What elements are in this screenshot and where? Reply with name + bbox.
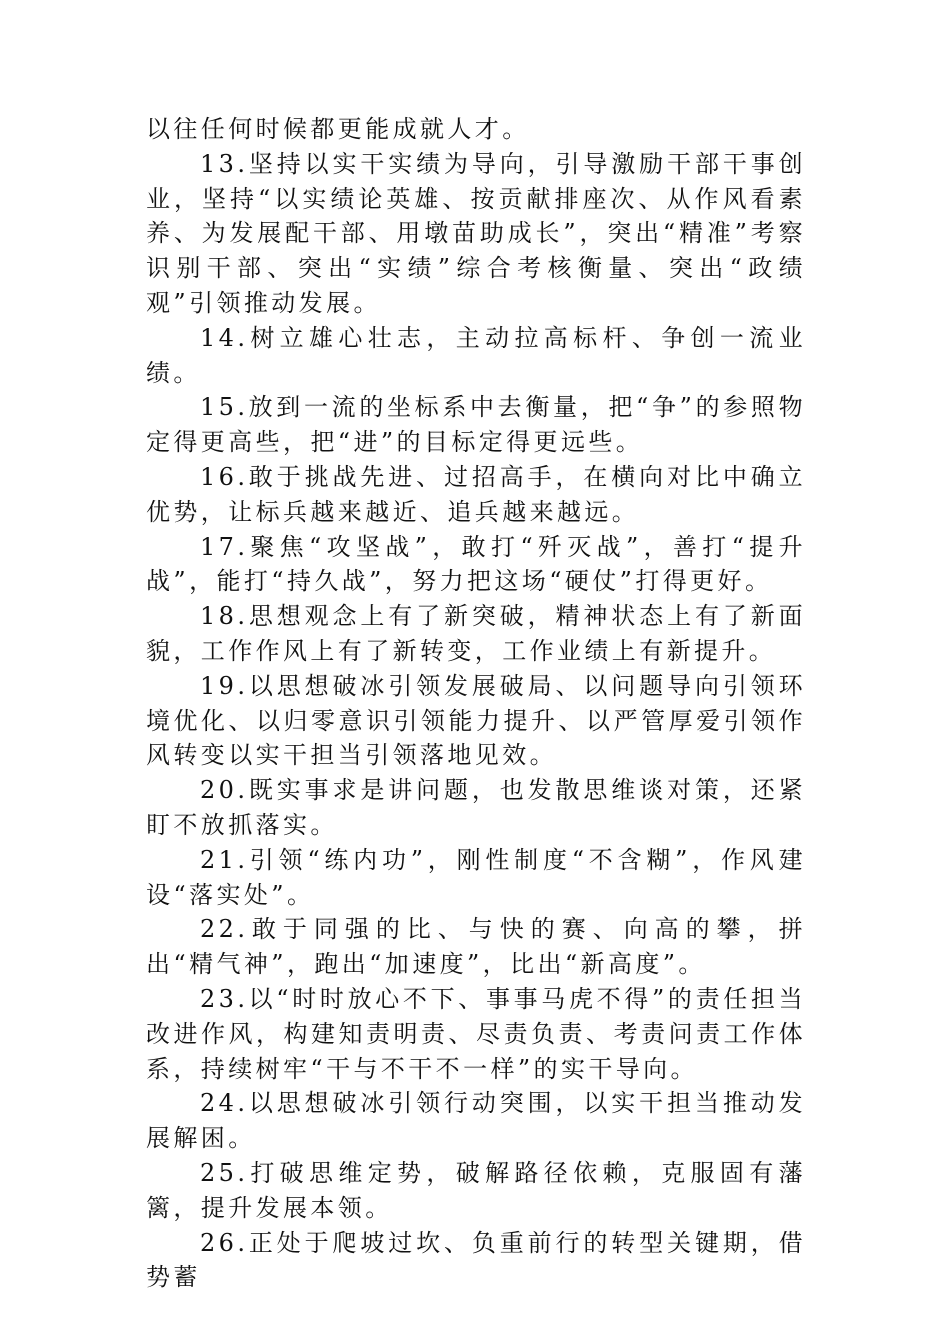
paragraph-22: 22.敢于同强的比、与快的赛、向高的攀，拼出“精气神”，跑出“加速度”，比出“新高度”。 bbox=[146, 915, 806, 979]
paragraph-19: 19.以思想破冰引领发展破局、以问题导向引领环境优化、以归零意识引领能力提升、以严管厚爱引领作风转变以实干担当引领落地见效。 bbox=[146, 671, 806, 770]
paragraph-17: 17.聚焦“攻坚战”，敢打“歼灭战”，善打“提升战”，能打“持久战”，努力把这场“硬仗”打得更好。 bbox=[146, 532, 806, 596]
paragraph-continuation: 以往任何时候都更能成就人才。 bbox=[146, 115, 530, 143]
paragraph-21: 21.引领“练内功”，刚性制度“不含糊”，作风建设“落实处”。 bbox=[146, 845, 806, 909]
paragraph-20: 20.既实事求是讲问题，也发散思维谈对策，还紧盯不放抓落实。 bbox=[146, 776, 806, 839]
paragraph-26: 26.正处于爬坡过坎、负重前行的转型关键期，借势蓄 bbox=[146, 1228, 806, 1292]
paragraph-24: 24.以思想破冰引领行动突围，以实干担当推动发展解困。 bbox=[146, 1089, 806, 1153]
paragraph-16: 16.敢于挑战先进、过招高手，在横向对比中确立优势，让标兵越来越近、追兵越来越远。 bbox=[146, 462, 806, 526]
paragraph-18: 18.思想观念上有了新突破，精神状态上有了新面貌，工作作风上有了新转变，工作业绩上有新提升。 bbox=[146, 602, 806, 665]
paragraph-13: 13.坚持以实干实绩为导向，引导激励干部干事创业，坚持“以实绩论英雄、按贡献排座次、从作风看素养、为发展配干部、用墩苗助成长”，突出“精准”考察识别干部、突出“实绩”综合考核衡量、突出“政绩观”引领推动发展。 bbox=[146, 149, 806, 317]
paragraph-15: 15.放到一流的坐标系中去衡量，把“争”的参照物定得更高些，把“进”的目标定得更远些。 bbox=[146, 393, 806, 457]
paragraph-25: 25.打破思维定势，破解路径依赖，克服固有藩篱，提升发展本领。 bbox=[146, 1158, 806, 1222]
paragraph-14: 14.树立雄心壮志，主动拉高标杆、争创一流业绩。 bbox=[146, 323, 806, 387]
paragraph-23: 23.以“时时放心不下、事事马虎不得”的责任担当改进作风，构建知责明责、尽责负责、考责问责工作体系，持续树牢“干与不干不一样”的实干导向。 bbox=[146, 984, 806, 1083]
document-body bbox=[146, 112, 806, 1295]
